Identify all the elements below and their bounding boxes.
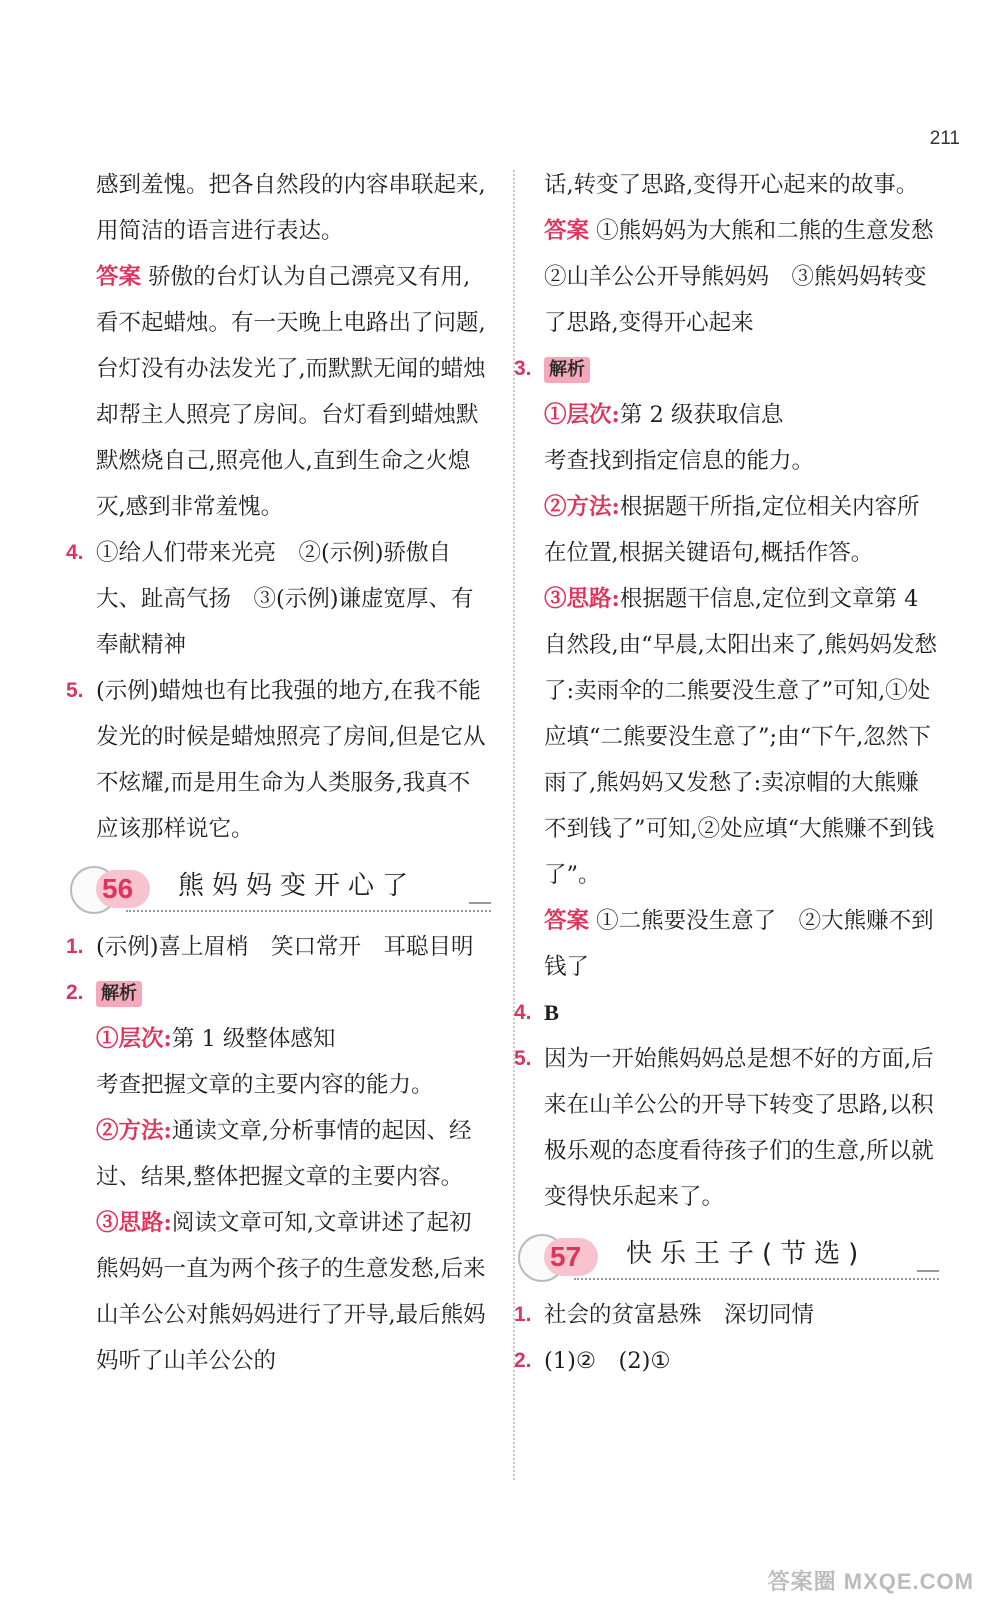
analysis-method xyxy=(96,1108,491,1200)
question-number: 5. xyxy=(66,679,84,702)
section-underline-end xyxy=(917,1270,939,1280)
answer-label: 答案 xyxy=(96,264,142,290)
question-number: 2. xyxy=(66,981,84,1004)
section-underline xyxy=(126,910,491,912)
section-title: 熊妈妈变开心了 xyxy=(178,871,417,901)
idea-tag: ③思路: xyxy=(96,1210,172,1236)
question-3 xyxy=(514,346,939,990)
question-number: 1. xyxy=(66,935,84,958)
right-answer xyxy=(544,208,957,346)
section-underline-end xyxy=(469,902,491,912)
level-tag: ①层次: xyxy=(544,402,620,428)
watermark-logo: 答案圈 MXQE.COM xyxy=(767,1569,974,1594)
analysis-method xyxy=(544,484,939,576)
question-number: 4. xyxy=(66,541,84,564)
answer-text: ①二熊要没生意了 ②大熊赚不到钱了 xyxy=(544,908,934,980)
idea-text: 阅读文章可知,文章讲述了起初熊妈妈一直为两个孩子的生意发愁,后来山羊公公对熊妈妈进行了开导,最后熊妈妈听了山羊公公的 xyxy=(96,1210,486,1374)
answer-label: 答案 xyxy=(544,908,590,934)
question-text: (1)② (2)① xyxy=(544,1348,671,1374)
s57-question-1 xyxy=(514,1292,939,1338)
question-5 xyxy=(514,1036,939,1220)
left-column xyxy=(66,162,491,1384)
level-desc: 考查找到指定信息的能力。 xyxy=(544,448,815,474)
right-intro: 话,转变了思路,变得开心起来的故事。 xyxy=(544,172,919,198)
s56-question-1 xyxy=(66,924,491,970)
question-number: 2. xyxy=(514,1349,532,1372)
method-text: 通读文章,分析事情的起因、经过、结果,整体把握文章的主要内容。 xyxy=(96,1118,472,1190)
section-title: 快乐王子(节选) xyxy=(626,1239,867,1269)
question-number: 4. xyxy=(514,1001,532,1024)
section-number: 56 xyxy=(102,873,134,904)
question-text: 社会的贫富悬殊 深切同情 xyxy=(544,1302,815,1328)
analysis-level xyxy=(96,1016,491,1062)
page-number: 211 xyxy=(929,128,960,149)
analysis-idea xyxy=(544,576,939,898)
question-number: 1. xyxy=(514,1303,532,1326)
section-header-56 xyxy=(66,856,491,922)
question-text: ①给人们带来光亮 ②(示例)骄傲自大、趾高气扬 ③(示例)谦虚宽厚、有奉献精神 xyxy=(96,540,474,658)
left-intro: 感到羞愧。把各自然段的内容串联起来,用简洁的语言进行表达。 xyxy=(96,172,486,244)
question-number: 3. xyxy=(514,357,532,380)
answer-text: 骄傲的台灯认为自己漂亮又有用,看不起蜡烛。有一天晚上电路出了问题,台灯没有办法发光了,而默默无闻的蜡烛却帮主人照亮了房间。台灯看到蜡烛默默燃烧自己,照亮他人,直到生命之火熄灭,感到非常羞愧。 xyxy=(96,264,486,520)
question-5 xyxy=(66,668,491,852)
method-tag: ②方法: xyxy=(96,1118,172,1144)
level-text: 第 2 级获取信息 xyxy=(619,402,784,428)
question-number: 5. xyxy=(514,1047,532,1070)
method-tag: ②方法: xyxy=(544,494,620,520)
answer-label: 答案 xyxy=(544,218,590,244)
question-text: B xyxy=(544,1000,560,1025)
analysis-tag: 解析 xyxy=(96,981,142,1007)
level-desc: 考查把握文章的主要内容的能力。 xyxy=(96,1072,434,1098)
left-answer xyxy=(96,254,491,530)
right-column xyxy=(514,162,957,1384)
question-4 xyxy=(514,990,939,1036)
question-text: (示例)喜上眉梢 笑口常开 耳聪目明 xyxy=(96,934,474,960)
level-tag: ①层次: xyxy=(96,1026,172,1052)
analysis-idea xyxy=(96,1200,491,1384)
question-text: (示例)蜡烛也有比我强的地方,在我不能发光的时候是蜡烛照亮了房间,但是它从不炫耀,而是用生命为人类服务,我真不应该那样说它。 xyxy=(96,678,486,842)
method-text: 根据题干所指,定位相关内容所在位置,根据关键语句,概括作答。 xyxy=(544,494,920,566)
idea-text: 根据题干信息,定位到文章第 4 自然段,由“早晨,太阳出来了,熊妈妈发愁了:卖雨伞的二熊要没生意了”可知,①处应填“二熊要没生意了”;由“下午,忽然下雨了,熊妈妈又发愁了:卖凉帽的大熊赚不到钱了”可知,②处应填“大熊赚不到钱了”。 xyxy=(544,586,937,888)
question-text: 因为一开始熊妈妈总是想不好的方面,后来在山羊公公的开导下转变了思路,以积极乐观的态度看待孩子们的生意,所以就变得快乐起来了。 xyxy=(544,1046,934,1210)
s56-question-2 xyxy=(66,970,491,1384)
answer-text: ①熊妈妈为大熊和二熊的生意发愁 ②山羊公公开导熊妈妈 ③熊妈妈转变了思路,变得开心起来 xyxy=(544,218,957,336)
section-number: 57 xyxy=(550,1241,582,1272)
s57-question-2 xyxy=(514,1338,939,1384)
question-4 xyxy=(66,530,491,668)
analysis-level xyxy=(544,392,939,438)
section-underline xyxy=(574,1278,939,1280)
idea-tag: ③思路: xyxy=(544,586,620,612)
analysis-tag: 解析 xyxy=(544,357,590,383)
q3-answer xyxy=(544,898,939,990)
section-header-57 xyxy=(514,1224,939,1290)
level-text: 第 1 级整体感知 xyxy=(171,1026,336,1052)
